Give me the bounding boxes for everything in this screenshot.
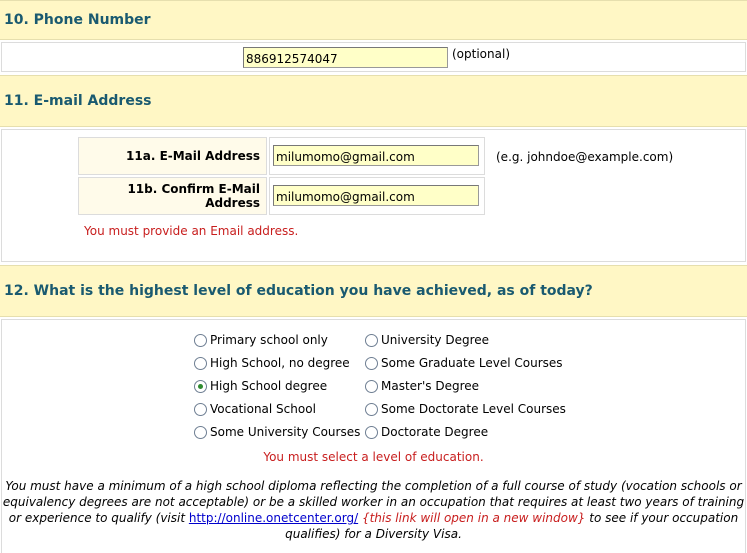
education-option-right-1[interactable] bbox=[365, 356, 563, 370]
section-11-header bbox=[0, 75, 747, 127]
education-radio-button[interactable] bbox=[365, 426, 378, 439]
email-input[interactable] bbox=[273, 145, 479, 166]
education-radio-button[interactable] bbox=[194, 426, 207, 439]
education-option-left-0[interactable] bbox=[194, 333, 328, 347]
education-option-label: Some Doctorate Level Courses bbox=[381, 402, 566, 416]
education-radio-button[interactable] bbox=[365, 380, 378, 393]
note-text-part2: to see if your occupation qualifies) for a Diversity Visa. bbox=[285, 511, 739, 541]
education-option-right-3[interactable] bbox=[365, 402, 566, 416]
education-option-label: Doctorate Degree bbox=[381, 425, 489, 439]
education-option-label: University Degree bbox=[381, 333, 490, 347]
education-requirement-note bbox=[0, 478, 747, 542]
section-12-header bbox=[0, 265, 747, 317]
education-radio-button[interactable] bbox=[194, 357, 207, 370]
confirm-email-label-cell bbox=[78, 177, 267, 215]
education-option-label: Some Graduate Level Courses bbox=[381, 356, 563, 370]
email-example-text: (e.g. johndoe@example.com) bbox=[496, 150, 674, 164]
education-radio-button[interactable] bbox=[194, 403, 207, 416]
note-text-part1: You must have a minimum of a high school diploma reflecting the completion of a full course of study (vocation schools or equivalency degrees are not acceptable) or be a skilled worker in an occupation that requires at least two years of training or experience to qualify (visit bbox=[2, 479, 745, 525]
education-option-left-4[interactable] bbox=[194, 425, 360, 439]
education-radio-button[interactable] bbox=[365, 334, 378, 347]
education-radio-button[interactable] bbox=[194, 334, 207, 347]
optional-text: (optional) bbox=[452, 47, 510, 61]
section-12-title: 12. What is the highest level of education you have achieved, as of today? bbox=[4, 283, 593, 299]
education-radio-button[interactable] bbox=[194, 380, 207, 393]
education-option-label: Primary school only bbox=[210, 333, 328, 347]
email-label: 11a. E-Mail Address bbox=[126, 149, 260, 163]
confirm-email-label: 11b. Confirm E-Mail Address bbox=[127, 182, 260, 210]
education-radio-button[interactable] bbox=[365, 357, 378, 370]
onetcenter-link[interactable]: http://online.onetcenter.org/ bbox=[188, 511, 359, 525]
section-10-header bbox=[0, 0, 747, 40]
education-option-left-3[interactable] bbox=[194, 402, 316, 416]
education-option-label: Vocational School bbox=[210, 402, 316, 416]
education-option-label: Master's Degree bbox=[381, 379, 480, 393]
education-radio-button[interactable] bbox=[365, 403, 378, 416]
education-option-label: High School degree bbox=[210, 379, 328, 393]
education-option-label: High School, no degree bbox=[210, 356, 350, 370]
education-option-right-0[interactable] bbox=[365, 333, 489, 347]
phone-number-input[interactable] bbox=[243, 47, 448, 68]
education-option-right-2[interactable] bbox=[365, 379, 479, 393]
education-error-message: You must select a level of education. bbox=[263, 450, 484, 464]
education-option-left-1[interactable] bbox=[194, 356, 350, 370]
new-window-warning: {this link will open in a new window} bbox=[361, 511, 586, 525]
section-11-title: 11. E-mail Address bbox=[4, 93, 152, 109]
confirm-email-input[interactable] bbox=[273, 185, 479, 206]
education-option-left-2[interactable] bbox=[194, 379, 327, 393]
section-10-title: 10. Phone Number bbox=[4, 12, 151, 28]
email-error-message: You must provide an Email address. bbox=[84, 224, 299, 238]
education-option-label: Some University Courses bbox=[210, 425, 361, 439]
education-option-right-4[interactable] bbox=[365, 425, 488, 439]
email-label-cell bbox=[78, 137, 267, 175]
